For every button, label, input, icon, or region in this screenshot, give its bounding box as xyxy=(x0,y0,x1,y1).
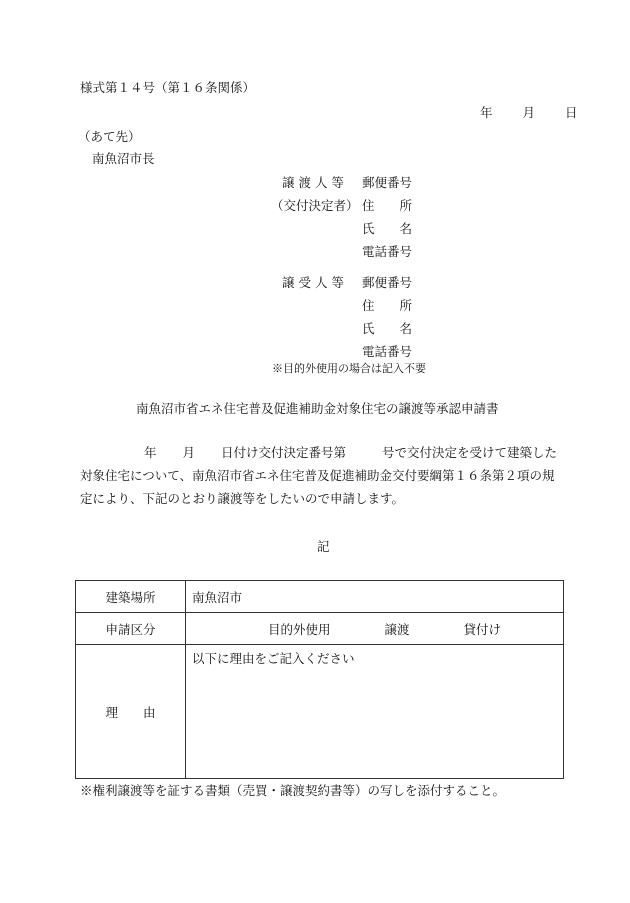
body-line-3: 定により、下記のとおり譲渡等をしたいので申請します。 xyxy=(80,491,405,506)
ki-heading: 記 xyxy=(317,539,330,554)
table-row xyxy=(76,613,564,645)
body-line-1 xyxy=(80,441,570,464)
transferee-address: 住 所 xyxy=(362,298,413,313)
reason-placeholder: 以下に理由をご記入ください xyxy=(192,651,355,666)
date-year: 年 xyxy=(480,105,493,120)
table-row xyxy=(76,581,564,613)
body-month: 月 xyxy=(182,445,196,460)
document-title: 南魚沼市省エネ住宅普及促進補助金対象住宅の譲渡等承認申請書 xyxy=(136,401,499,416)
footnote: ※権利譲渡等を証する書類（売買・譲渡契約書等）の写しを添付すること。 xyxy=(80,783,506,798)
location-label: 建築場所 xyxy=(76,581,186,613)
transferor-label: 譲 渡 人 等 xyxy=(282,175,344,190)
option-non-purpose-use[interactable]: 目的外使用 xyxy=(268,621,331,637)
date-month: 月 xyxy=(522,105,535,120)
category-label: 申請区分 xyxy=(76,613,186,645)
reason-field[interactable] xyxy=(186,645,564,779)
transferee-name: 氏 名 xyxy=(362,321,413,336)
category-options xyxy=(186,613,564,645)
application-table xyxy=(75,580,564,779)
form-number: 様式第１４号（第１６条関係） xyxy=(80,80,256,95)
transferor-name: 氏 名 xyxy=(362,221,413,236)
transferor-postal: 郵便番号 xyxy=(362,175,413,190)
transferor-phone: 電話番号 xyxy=(362,244,413,259)
date-line xyxy=(480,105,577,121)
body-end: 号で交付決定を受けて建築した xyxy=(382,445,558,460)
body-year: 年 xyxy=(144,445,157,460)
addressee-name: 南魚沼市長 xyxy=(92,151,155,166)
transferee-phone: 電話番号 xyxy=(362,344,413,359)
reason-label: 理 由 xyxy=(76,645,186,779)
body-line-2: 対象住宅について、南魚沼市省エネ住宅普及促進補助金交付要綱第１６条第２項の規 xyxy=(80,468,555,483)
transferee-note: ※目的外使用の場合は記入不要 xyxy=(272,362,426,375)
addressee-prefix: （あて先） xyxy=(78,129,141,144)
option-transfer[interactable]: 譲渡 xyxy=(384,621,410,637)
table-row xyxy=(76,645,564,779)
transferor-address: 住 所 xyxy=(362,198,413,213)
body-mid: 日付け交付決定番号第 xyxy=(221,445,347,460)
date-day: 日 xyxy=(564,105,578,120)
transferee-postal: 郵便番号 xyxy=(362,275,413,290)
location-value[interactable]: 南魚沼市 xyxy=(186,581,564,613)
option-lease[interactable]: 貸付け xyxy=(463,621,502,637)
transferee-label: 譲 受 人 等 xyxy=(282,275,344,290)
body-paragraph xyxy=(80,441,570,510)
transferor-sublabel: （交付決定者） xyxy=(271,198,359,213)
